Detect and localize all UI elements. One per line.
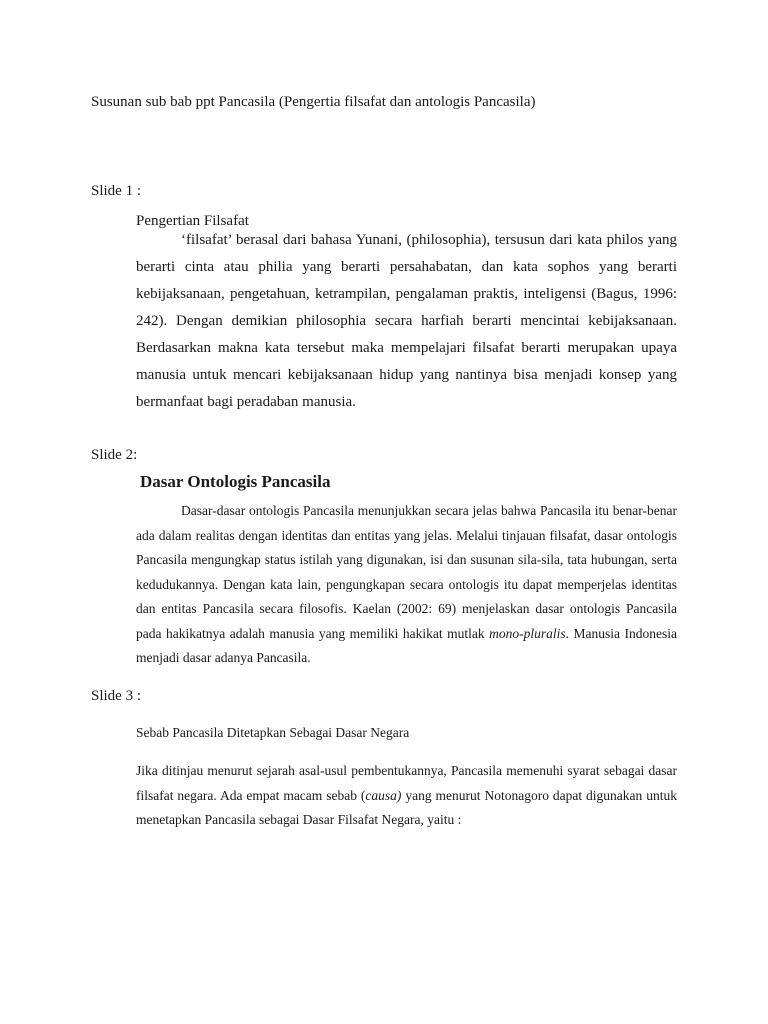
slide-2-paragraph xyxy=(136,499,677,671)
slide-3-heading: Sebab Pancasila Ditetapkan Sebagai Dasar Negara xyxy=(136,725,410,740)
document-title: Susunan sub bab ppt Pancasila (Pengertia filsafat dan antologis Pancasila) xyxy=(91,94,536,110)
slide-3-label: Slide 3 : xyxy=(91,688,142,704)
slide-3-paragraph xyxy=(136,759,677,833)
slide-2-heading: Dasar Ontologis Pancasila xyxy=(140,472,331,491)
slide-2-italic-term: mono-pluralis xyxy=(489,625,566,641)
slide-2-paragraph-text: Dasar-dasar ontologis Pancasila menunjukkan secara jelas bahwa Pancasila itu benar-benar ada dalam realitas dengan identitas dan entitas yang jelas. Melalui tinjauan filsafat, dasar ontologis Pancasila mengungkap status istilah yang digunakan, isi dan susunan sila-sila, tata hubungan, serta kedudukannya. Dengan kata lain, pengungkapan secara ontologis itu dapat memperjelas identitas dan entitas Pancasila secara filosofis. Kaelan (2002: 69) menjelaskan dasar ontologis Pancasila pada hakikatnya adalah manusia yang memiliki hakikat mutlak xyxy=(136,503,677,641)
slide-2-label: Slide 2: xyxy=(91,447,138,463)
slide-3-paragraph-end: yang menurut Notonagoro dapat digunakan untuk menetapkan Pancasila sebagai Dasar Filsafat Negara, yaitu : xyxy=(136,787,677,827)
slide-3-paragraph-text: Jika ditinjau menurut sejarah asal-usul pembentukannya, Pancasila memenuhi syarat sebagai dasar filsafat negara. Ada empat macam sebab ( xyxy=(136,763,677,803)
slide-2-paragraph-end: . Manusia Indonesia menjadi dasar adanya Pancasila. xyxy=(136,625,677,665)
slide-1-heading: Pengertian Filsafat xyxy=(136,213,249,229)
slide-1-paragraph: ‘filsafat’ berasal dari bahasa Yunani, (philosophia), tersusun dari kata philos yang berarti cinta atau philia yang berarti persahabatan, dan kata sophos yang berarti kebijaksanaan, pengetahuan, ketrampilan, pengalaman praktis, inteligensi (Bagus, 1996: 242). Dengan demikian philosophia secara harfiah berarti mencintai kebijaksanaan. Berdasarkan makna kata tersebut maka mempelajari filsafat berarti merupakan upaya manusia untuk mencari kebijaksanaan hidup yang nantinya bisa menjadi konsep yang bermanfaat bagi peradaban manusia. xyxy=(136,232,677,410)
slide-1-label: Slide 1 : xyxy=(91,183,142,199)
slide-3-italic-term: causa) xyxy=(365,787,402,803)
